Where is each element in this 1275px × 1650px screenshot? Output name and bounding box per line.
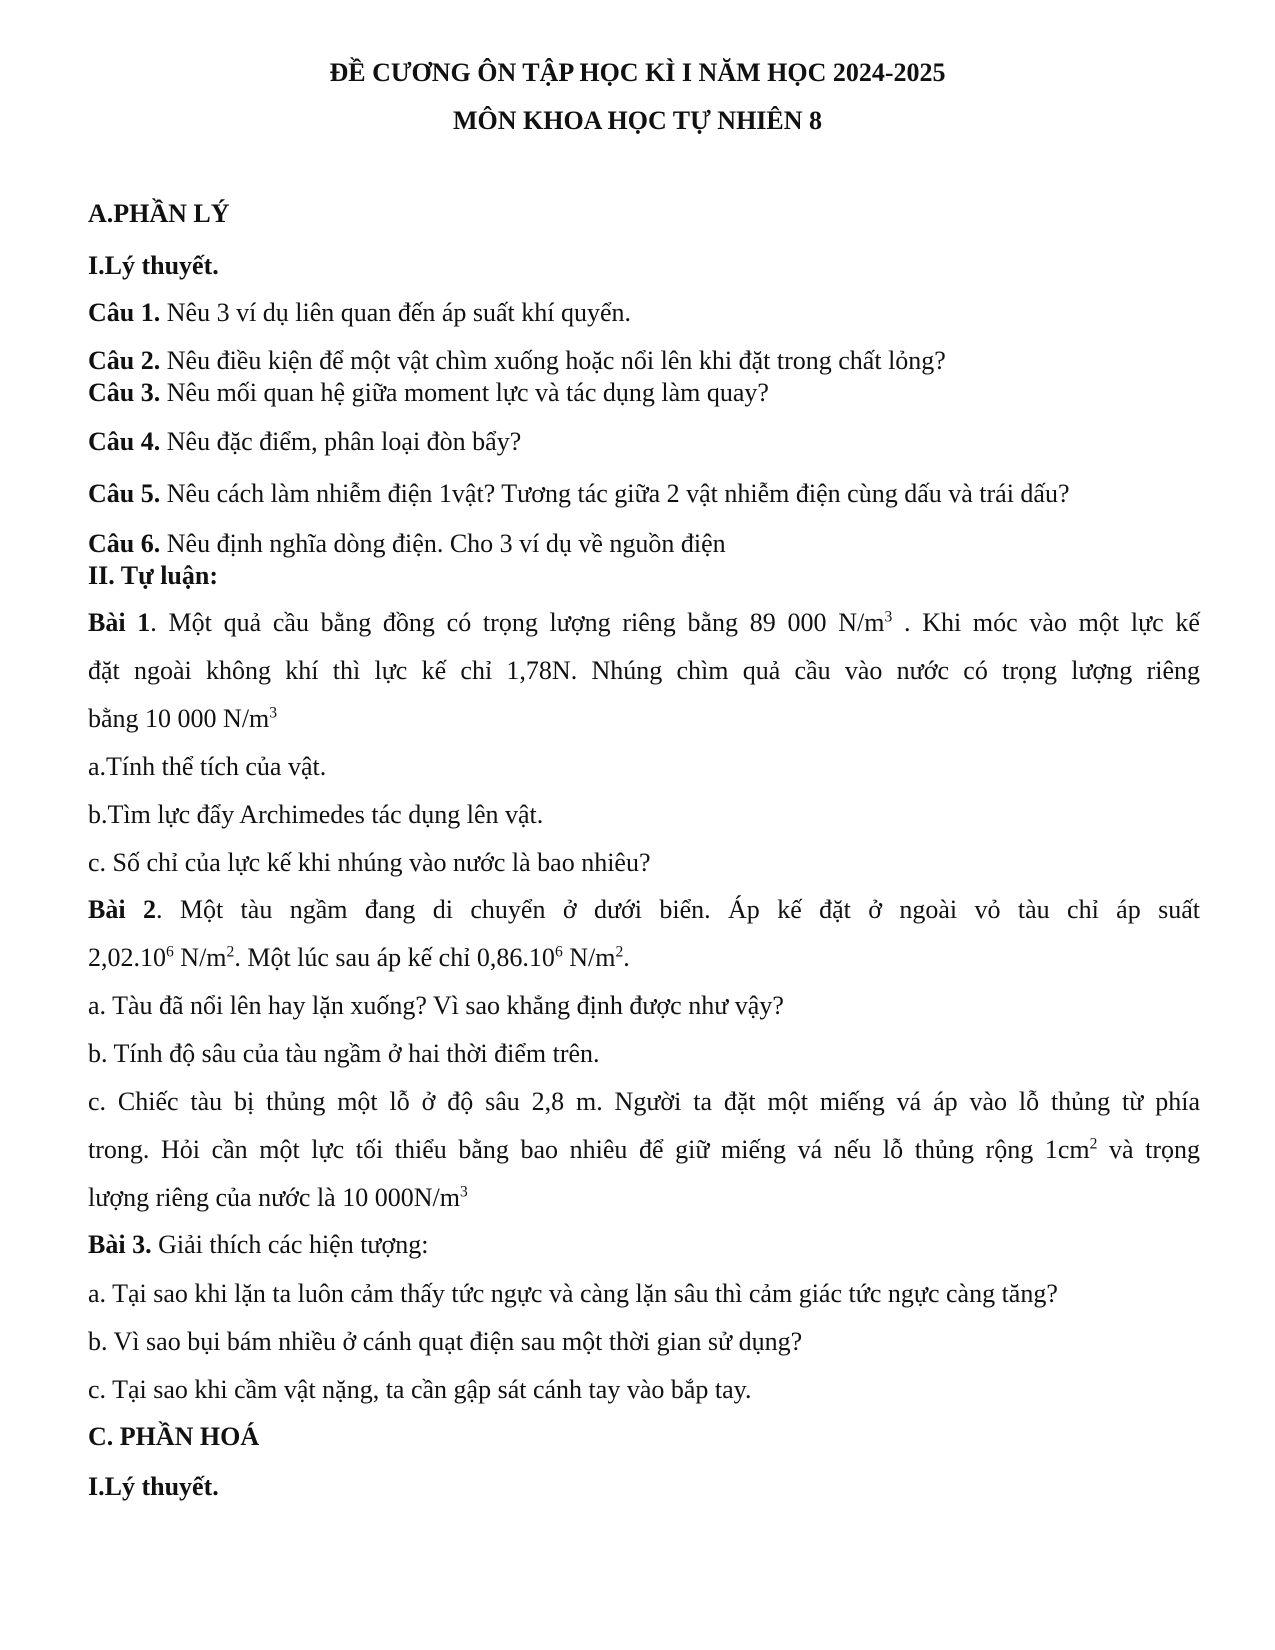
bai2-part-c-line1: c. Chiếc tàu bị thủng một lỗ ở độ sâu 2,8 m. Người ta đặt một miếng vá áp vào lỗ thủng từ phía: [88, 1087, 1200, 1116]
exercise-label: Bài 1: [88, 608, 151, 637]
bai2-text: .: [623, 943, 630, 972]
superscript: 6: [166, 943, 174, 961]
bai3-part-a: a. Tại sao khi lặn ta luôn cảm thấy tức ngực và càng lặn sâu thì cảm giác tức ngực càng tăng?: [88, 1279, 1058, 1308]
superscript: 2: [226, 943, 235, 961]
question-label: Câu 4.: [88, 427, 161, 456]
superscript: 2: [1089, 1135, 1098, 1153]
bai1-line2: đặt ngoài không khí thì lực kế chỉ 1,78N. Nhúng chìm quả cầu vào nước có trọng lượng riêng: [88, 656, 1200, 685]
bai3-text: Giải thích các hiện tượng:: [151, 1230, 429, 1259]
question-text: Nêu điều kiện để một vật chìm xuống hoặc nổi lên khi đặt trong chất lỏng?: [160, 346, 946, 375]
bai2-text: và trọng: [1097, 1135, 1201, 1164]
superscript: 3: [459, 1183, 468, 1201]
bai1-text: . Một quả cầu bằng đồng có trọng lượng riêng bằng 89 000 N/m: [150, 608, 885, 637]
question-6: [88, 529, 726, 559]
bai2-text: 2,02.10: [88, 943, 166, 972]
superscript: 3: [884, 608, 893, 626]
question-4: [88, 427, 521, 457]
question-label: Câu 6.: [88, 529, 161, 558]
bai2-text: N/m: [173, 943, 227, 972]
part-c-theory-heading: I.Lý thuyết.: [88, 1472, 219, 1501]
document-title: ĐỀ CƯƠNG ÔN TẬP HỌC KÌ I NĂM HỌC 2024-2025: [329, 58, 946, 87]
question-3: [88, 378, 769, 408]
bai3-part-c: c. Tại sao khi cầm vật nặng, ta cần gập sát cánh tay vào bắp tay.: [88, 1375, 752, 1404]
superscript: 6: [554, 943, 563, 961]
exercise-label: Bài 3.: [88, 1230, 152, 1259]
question-text: Nêu định nghĩa dòng điện. Cho 3 ví dụ về nguồn điện: [160, 529, 726, 558]
bai2-line1: [88, 895, 1200, 925]
bai2-text: trong. Hỏi cần một lực tối thiểu bằng bao nhiêu để giữ miếng vá nếu lỗ thủng rộng 1cm: [88, 1135, 1090, 1164]
bai1-line3: [88, 704, 277, 734]
question-text: Nêu 3 ví dụ liên quan đến áp suất khí quyển.: [160, 298, 632, 327]
bai2-part-a: a. Tàu đã nổi lên hay lặn xuống? Vì sao khẳng định được như vậy?: [88, 991, 784, 1020]
question-label: Câu 1.: [88, 298, 161, 327]
bai2-part-b: b. Tính độ sâu của tàu ngầm ở hai thời điểm trên.: [88, 1039, 600, 1068]
bai2-part-c-line2: [88, 1135, 1200, 1165]
bai2-text: . Một tàu ngầm đang di chuyển ở dưới biển. Áp kế đặt ở ngoài vỏ tàu chỉ áp suất: [155, 895, 1200, 924]
part-a-heading: A.PHẦN LÝ: [88, 199, 230, 228]
bai3-intro: [88, 1230, 429, 1260]
bai1-part-c: c. Số chỉ của lực kế khi nhúng vào nước là bao nhiêu?: [88, 848, 651, 877]
question-5: [88, 479, 1070, 509]
bai2-text: . Một lúc sau áp kế chỉ 0,86.10: [234, 943, 555, 972]
superscript: 2: [615, 943, 624, 961]
question-text: Nêu mối quan hệ giữa moment lực và tác dụng làm quay?: [160, 378, 769, 407]
question-label: Câu 5.: [88, 479, 161, 508]
exercise-label: Bài 2: [88, 895, 156, 924]
superscript: 3: [269, 704, 278, 722]
question-label: Câu 3.: [88, 378, 161, 407]
bai2-line2: [88, 943, 630, 973]
bai2-part-c-line3: [88, 1183, 468, 1213]
part-c-heading: C. PHẦN HOÁ: [88, 1422, 260, 1451]
bai1-part-a: a.Tính thể tích của vật.: [88, 752, 327, 781]
bai2-text: N/m: [562, 943, 616, 972]
question-text: Nêu đặc điểm, phân loại đòn bẩy?: [160, 427, 522, 456]
bai2-text: lượng riêng của nước là 10 000N/m: [88, 1183, 460, 1212]
bai1-text-cont: . Khi móc vào một lực kế: [892, 608, 1200, 637]
essay-heading: II. Tự luận:: [88, 561, 219, 590]
bai1-part-b: b.Tìm lực đẩy Archimedes tác dụng lên vật.: [88, 800, 544, 829]
subject-title: MÔN KHOA HỌC TỰ NHIÊN 8: [452, 106, 823, 135]
question-1: [88, 298, 631, 328]
bai3-part-b: b. Vì sao bụi bám nhiều ở cánh quạt điện sau một thời gian sử dụng?: [88, 1327, 803, 1356]
bai1-text: bằng 10 000 N/m: [88, 704, 270, 733]
question-label: Câu 2.: [88, 346, 161, 375]
bai1-line1: [88, 608, 1200, 638]
theory-heading: I.Lý thuyết.: [88, 251, 219, 280]
question-2: [88, 346, 946, 376]
question-text: Nêu cách làm nhiễm điện 1vật? Tương tác giữa 2 vật nhiễm điện cùng dấu và trái dấu?: [160, 479, 1070, 508]
